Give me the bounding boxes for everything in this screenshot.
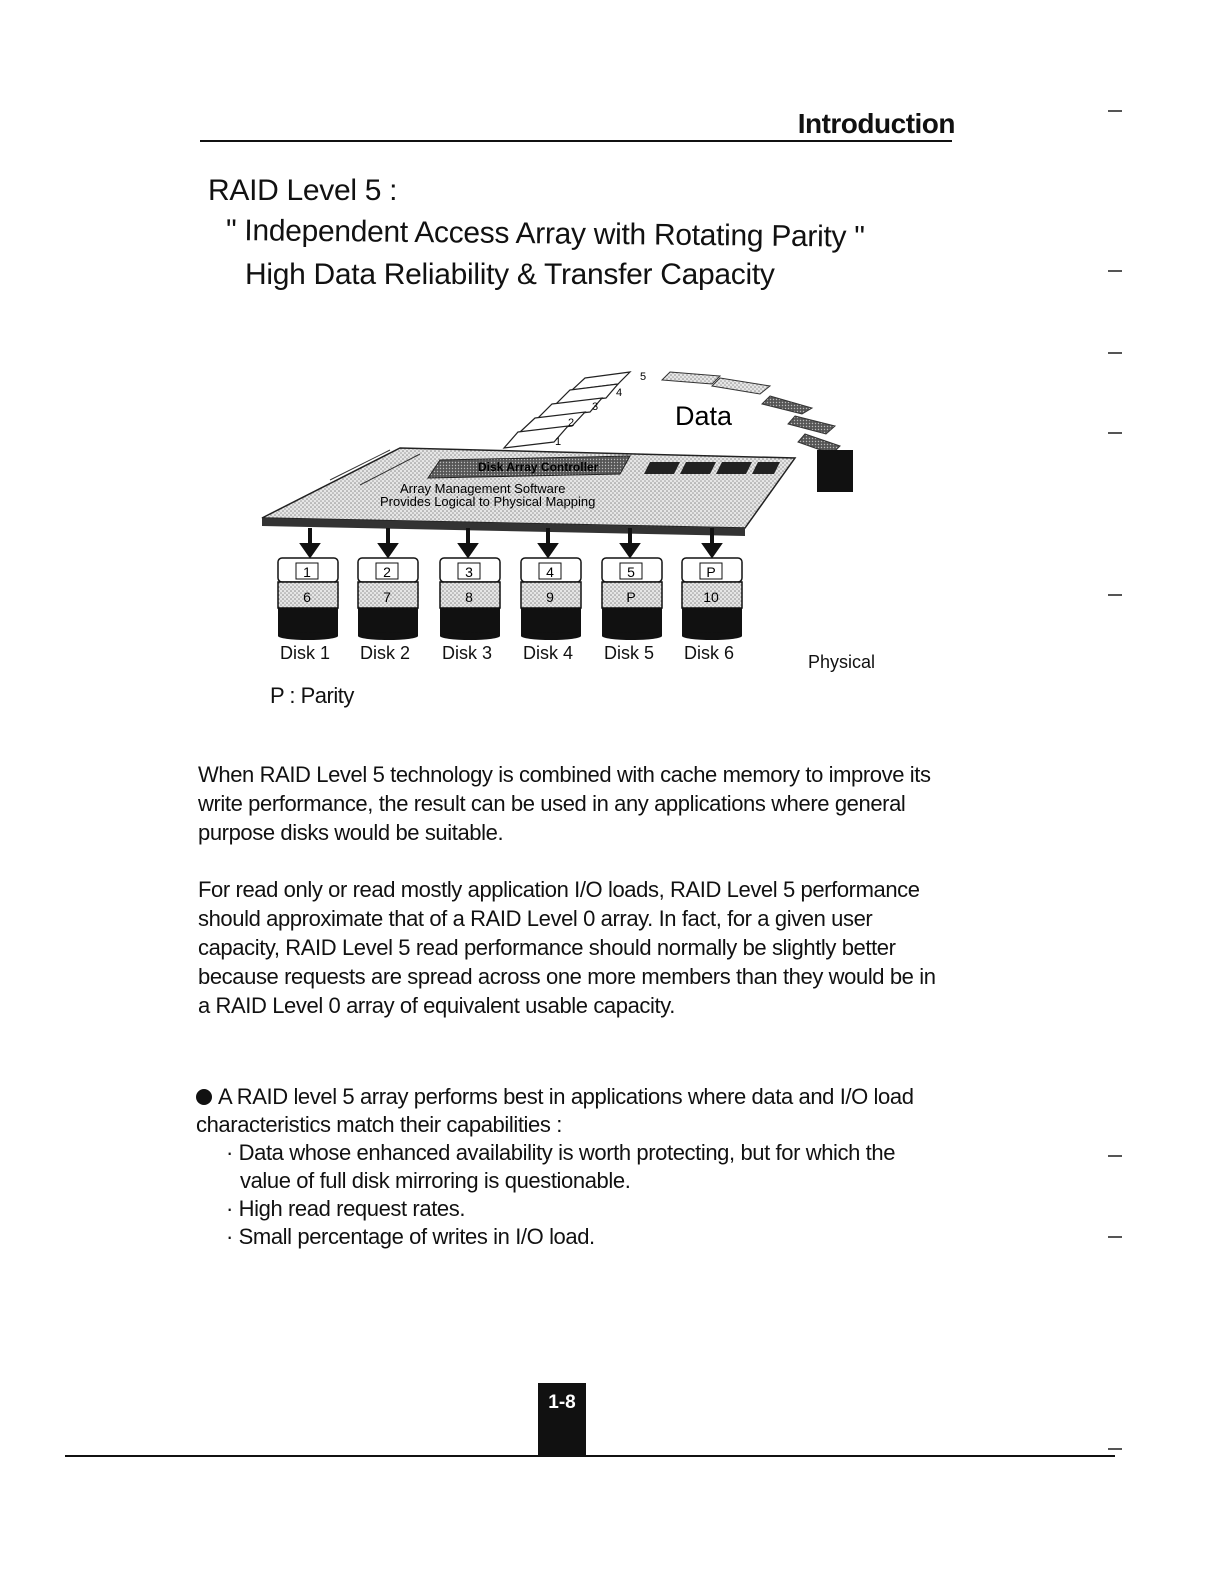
page-title: RAID Level 5 : <box>208 174 398 207</box>
physical-label: Physical <box>808 652 876 672</box>
disk-platter <box>358 608 418 636</box>
software-label-line2: Provides Logical to Physical Mapping <box>380 494 596 509</box>
sub-bullet-item: · High read request rates. <box>226 1196 466 1221</box>
disk-platter <box>602 608 662 636</box>
scan-edge-mark <box>1108 110 1122 112</box>
data-label: Data <box>675 401 733 431</box>
data-block-stream-piece <box>662 372 720 384</box>
bullet-dot-icon <box>196 1089 212 1105</box>
disk-platter <box>358 632 418 640</box>
disk-label: Disk 5 <box>604 643 655 663</box>
disk-platter <box>440 632 500 640</box>
scan-edge-mark <box>1108 1236 1122 1238</box>
disk-top-block: 5 <box>627 564 635 580</box>
sub-bullet-text: Data whose enhanced availability is worth protecting, but for which the value of full disk mirroring is questionable. <box>238 1140 896 1193</box>
data-block-label: 3 <box>592 401 599 413</box>
disk-label: Disk 1 <box>280 643 331 663</box>
disk-bottom-block: 9 <box>546 589 554 605</box>
data-block-stream-piece <box>788 416 835 434</box>
disk-bottom-block: 8 <box>465 589 473 605</box>
sub-bullet-item: · Small percentage of writes in I/O load. <box>226 1224 595 1249</box>
bullet-section <box>196 1083 946 1251</box>
controller-label: Disk Array Controller <box>478 460 599 474</box>
header-rule <box>200 140 952 142</box>
disk-platter <box>521 608 581 636</box>
disk-platter <box>682 632 742 640</box>
disk-label: Disk 2 <box>360 643 411 663</box>
data-block-stream-piece <box>712 378 770 394</box>
scan-edge-mark <box>1108 270 1122 272</box>
disk-bottom-block: P <box>626 589 636 605</box>
raid5-diagram <box>250 350 890 690</box>
footer-rule <box>65 1455 1115 1457</box>
section-header-title: Introduction <box>797 108 955 139</box>
scan-edge-mark <box>1108 352 1122 354</box>
paragraph-cache: When RAID Level 5 technology is combined with cache memory to improve its write performance, the result can be used in any applications where general purpose disks would be suitable. <box>198 762 931 845</box>
paragraph-read-performance: For read only or read mostly application I/O loads, RAID Level 5 performance should approximate that of a RAID Level 0 array. In fact, for a given user capacity, RAID Level 5 read performance should normally be slightly better because requests are spread across one more members than they would be in a RAID Level 0 array of equivalent usable capacity. <box>198 877 936 1018</box>
arrow-down-icon <box>303 528 317 555</box>
sub-bullet-item: · Data whose enhanced availability is worth protecting, but for which the value of full disk mirroring is questionable. <box>226 1140 896 1193</box>
data-block-label: 4 <box>616 387 623 399</box>
disk-bottom-block: 7 <box>383 589 391 605</box>
arrow-down-icon <box>541 528 555 555</box>
disk-group <box>278 558 742 663</box>
sub-bullet-text: High read request rates. <box>238 1196 466 1221</box>
disk-top-block: 3 <box>465 564 473 580</box>
data-block-label: 5 <box>640 371 647 383</box>
data-block-label: 2 <box>568 417 575 429</box>
disk-top-block: 1 <box>303 564 311 580</box>
disk-top-block: 4 <box>546 564 554 580</box>
disk-platter <box>278 632 338 640</box>
bullet-main-text: A RAID level 5 array performs best in applications where data and I/O load characteristics match their capabilities : <box>196 1084 914 1137</box>
scan-edge-mark <box>1108 594 1122 596</box>
data-block-stream <box>504 371 840 454</box>
parity-legend: P : Parity <box>270 683 354 708</box>
scan-edge-mark <box>1108 1448 1122 1450</box>
page-subtitle-2: High Data Reliability & Transfer Capacity <box>245 258 775 291</box>
page-subtitle: " Independent Access Array with Rotating Parity " <box>225 214 865 254</box>
disk-6 <box>682 558 742 663</box>
disk-5 <box>602 558 662 663</box>
disk-label: Disk 3 <box>442 643 493 663</box>
disk-label: Disk 6 <box>684 643 735 663</box>
disk-platter <box>521 632 581 640</box>
disk-platter <box>602 632 662 640</box>
disk-2 <box>358 558 418 663</box>
disk-platter <box>440 608 500 636</box>
arrow-down-icon <box>381 528 395 555</box>
disk-platter <box>682 608 742 636</box>
arrow-down-icon <box>461 528 475 555</box>
scan-edge-mark <box>1108 432 1122 434</box>
bullet-main <box>196 1083 946 1139</box>
disk-4 <box>521 558 581 663</box>
disk-3 <box>440 558 500 663</box>
disk-top-block: 2 <box>383 564 391 580</box>
data-block-stream-piece <box>762 396 812 414</box>
data-block-label: 1 <box>555 436 562 448</box>
disk-top-block: P <box>706 564 716 580</box>
disk-bottom-block: 6 <box>303 589 311 605</box>
sub-bullet-text: Small percentage of writes in I/O load. <box>238 1224 595 1249</box>
disk-platter <box>278 608 338 636</box>
page-number: 1-8 <box>548 1392 576 1413</box>
scan-edge-mark <box>1108 1155 1122 1157</box>
disk-bottom-block: 10 <box>703 589 719 605</box>
host-block <box>817 450 853 492</box>
disk-1 <box>278 558 338 663</box>
software-label-line1: Array Management Software <box>400 481 566 496</box>
disk-label: Disk 4 <box>523 643 574 663</box>
